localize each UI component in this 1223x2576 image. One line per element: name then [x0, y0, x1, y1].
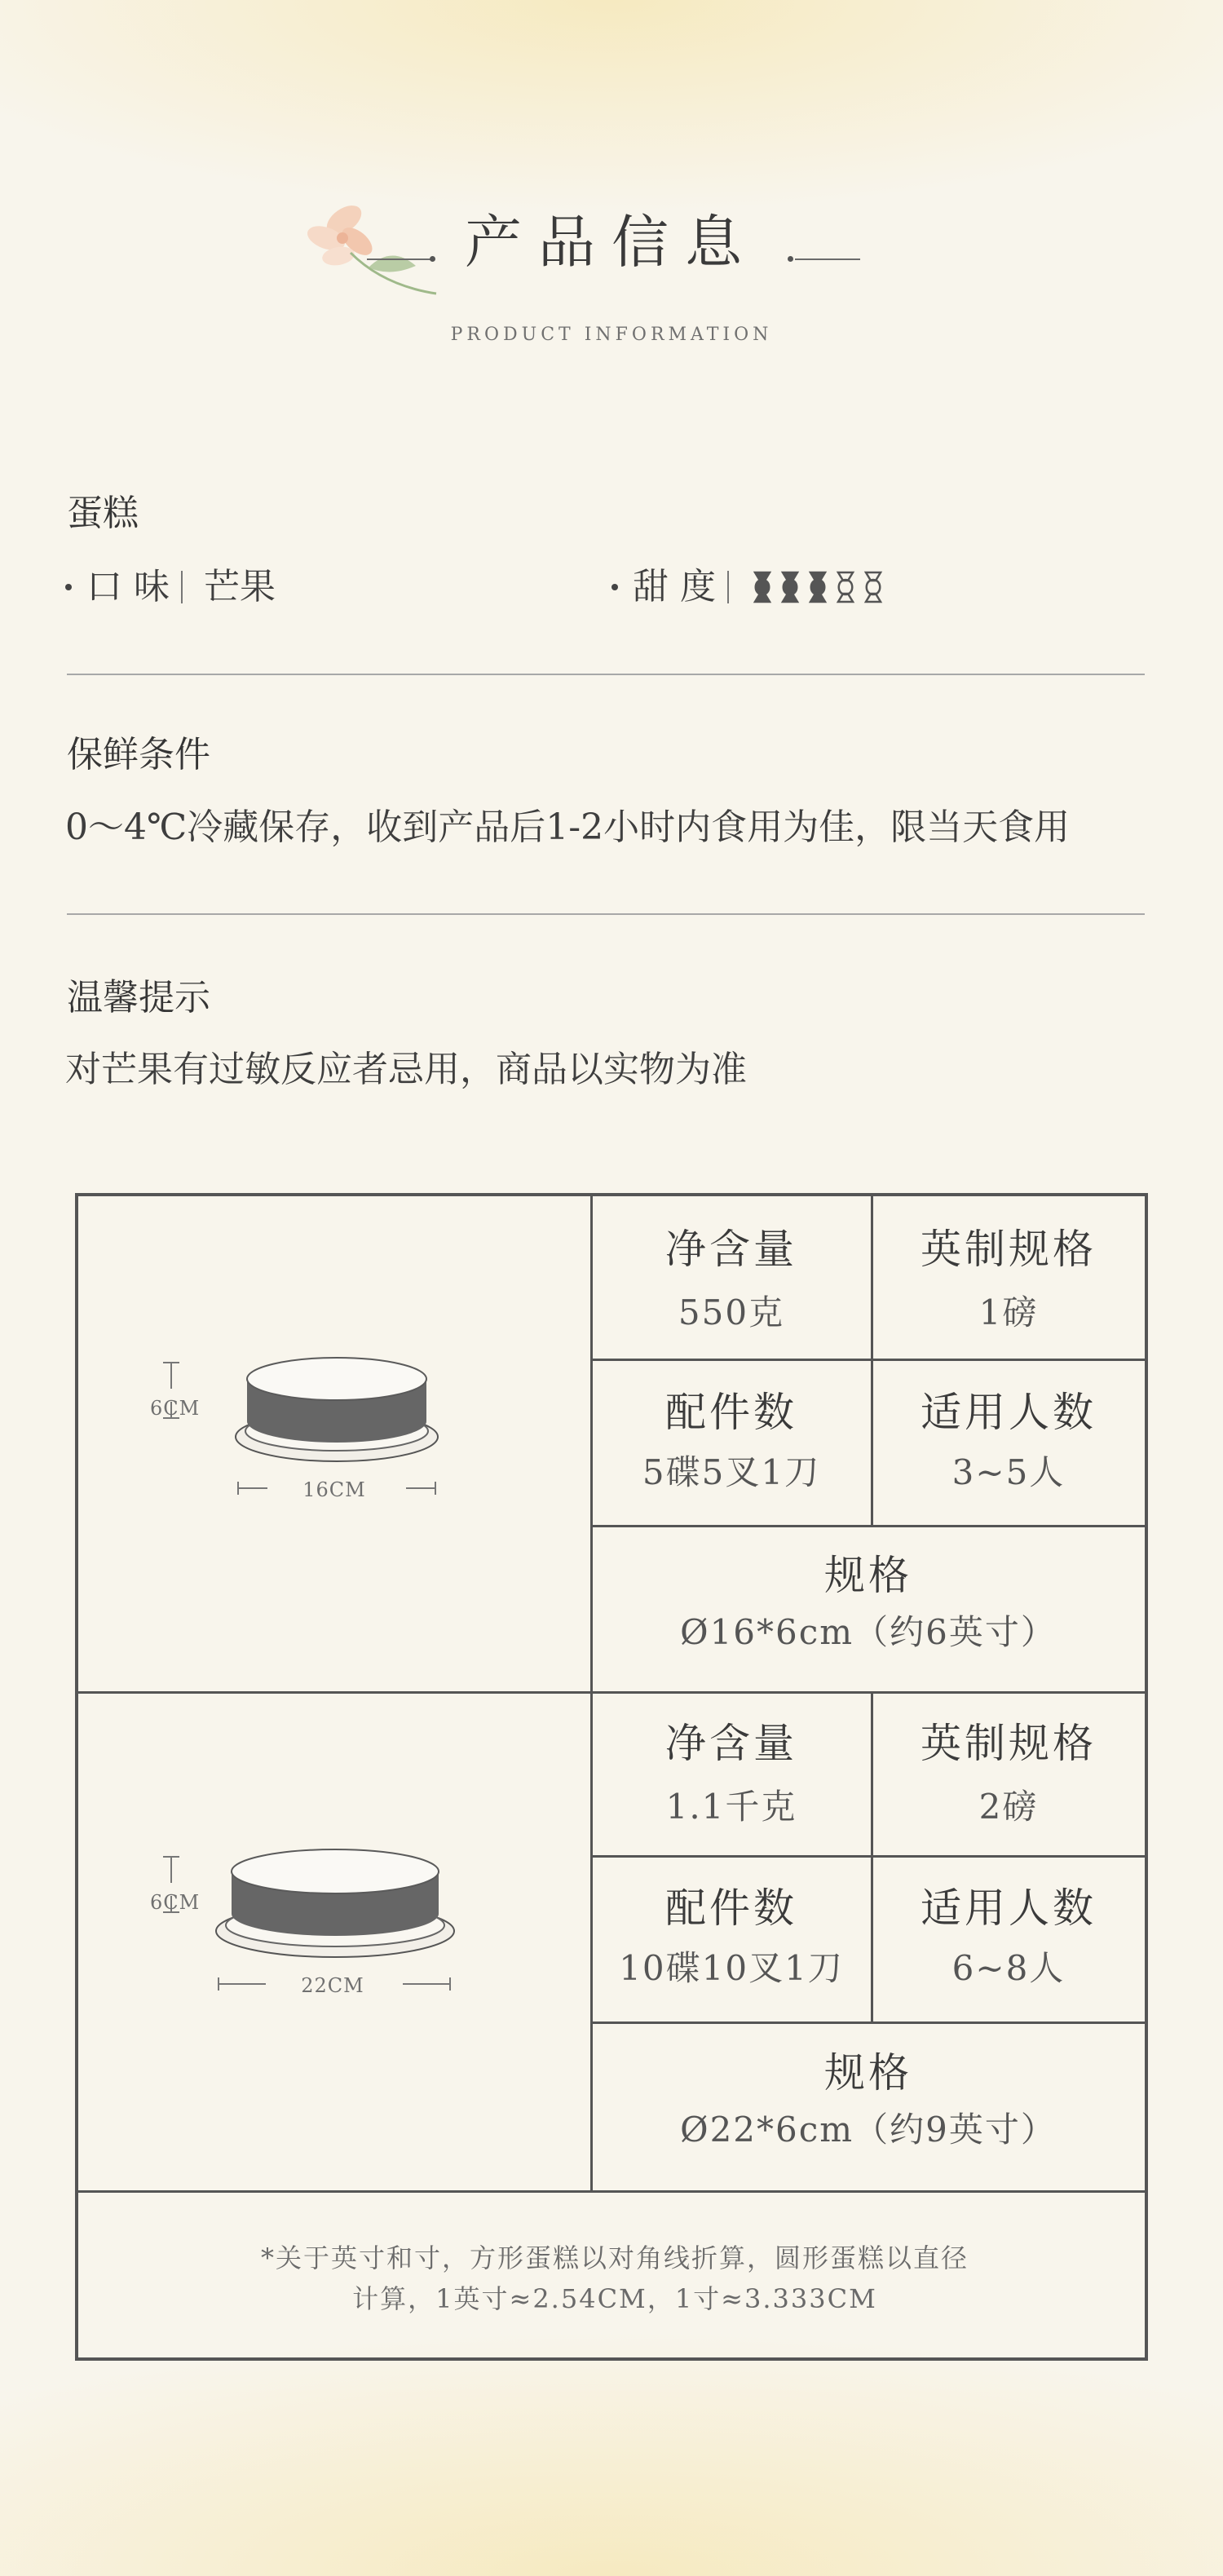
- candy-empty-icon: [833, 569, 858, 605]
- net-weight-title: 净含量: [665, 1720, 797, 1767]
- candy-filled-icon: [778, 569, 802, 605]
- imperial-spec-title: 英制规格: [921, 1226, 1097, 1273]
- table-divider: [78, 1691, 1145, 1694]
- table-divider: [590, 1525, 1145, 1527]
- height-label: 6CM: [150, 1891, 201, 1914]
- spec-table: [75, 1193, 1148, 2361]
- table-divider: [590, 1855, 1145, 1858]
- net-weight-title: 净含量: [665, 1226, 797, 1273]
- servings-title: 适用人数: [921, 1389, 1097, 1436]
- title-decor-dot-right: [788, 256, 793, 262]
- accessories-title: 配件数: [665, 1389, 797, 1436]
- net-weight-value: 550克: [678, 1292, 785, 1332]
- bullet-dot: [612, 584, 618, 590]
- table-divider: [590, 1359, 1145, 1361]
- storage-label: 保鲜条件: [67, 734, 210, 775]
- accessories-title: 配件数: [665, 1885, 797, 1932]
- flavor-attribute: [65, 566, 276, 608]
- servings-title: 适用人数: [921, 1885, 1097, 1932]
- divider: [67, 674, 1145, 675]
- table-divider: [78, 2190, 1145, 2193]
- footnote-line-1: *关于英寸和寸，方形蛋糕以对角线折算，圆形蛋糕以直径: [260, 2242, 969, 2273]
- width-label: 22CM: [301, 1974, 364, 1997]
- tips-label: 温馨提示: [67, 977, 210, 1018]
- sweetness-label: 甜 度: [633, 566, 716, 608]
- spec-title: 规格: [824, 2049, 912, 2097]
- title-decor-line-right: [795, 258, 860, 260]
- sweetness-rating: [750, 569, 885, 605]
- height-label: 6CM: [150, 1397, 201, 1420]
- cake-16cm-illustration: [143, 1343, 535, 1555]
- bullet-dot: [65, 584, 72, 590]
- page-title: 产品信息: [465, 209, 758, 276]
- table-divider: [590, 2021, 1145, 2024]
- separator: [181, 571, 183, 603]
- spec-title: 规格: [824, 1552, 912, 1599]
- sweetness-attribute: [612, 566, 885, 608]
- divider: [67, 913, 1145, 915]
- width-label: 16CM: [302, 1478, 366, 1501]
- tips-text: 对芒果有过敏反应者忌用，商品以实物为准: [65, 1049, 747, 1090]
- servings-value: 6~8人: [951, 1948, 1066, 1988]
- candy-filled-icon: [750, 569, 775, 605]
- spec-value: Ø22*6cm（约9英寸）: [680, 2110, 1057, 2150]
- storage-text: 0～4℃冷藏保存，收到产品后1-2小时内食用为佳，限当天食用: [65, 806, 1071, 848]
- imperial-spec-value: 2磅: [978, 1787, 1039, 1827]
- footnote-line-2: 计算，1英寸≈2.54CM，1寸≈3.333CM: [352, 2283, 877, 2314]
- separator: [727, 571, 729, 603]
- accessories-value: 10碟10叉1刀: [619, 1948, 844, 1988]
- candy-empty-icon: [861, 569, 885, 605]
- table-divider: [590, 1196, 593, 2192]
- flavor-value: 芒果: [204, 566, 276, 608]
- imperial-spec-title: 英制规格: [921, 1720, 1097, 1767]
- flavor-label: 口 味: [86, 566, 170, 608]
- page-subtitle: PRODUCT INFORMATION: [450, 325, 773, 345]
- servings-value: 3~5人: [951, 1452, 1066, 1492]
- product-name: 蛋糕: [67, 493, 139, 534]
- imperial-spec-value: 1磅: [978, 1292, 1039, 1332]
- net-weight-value: 1.1千克: [665, 1787, 797, 1827]
- cake-22cm-illustration: [143, 1837, 535, 2049]
- spec-value: Ø16*6cm（约6英寸）: [680, 1612, 1057, 1652]
- accessories-value: 5碟5叉1刀: [642, 1452, 821, 1492]
- candy-filled-icon: [806, 569, 830, 605]
